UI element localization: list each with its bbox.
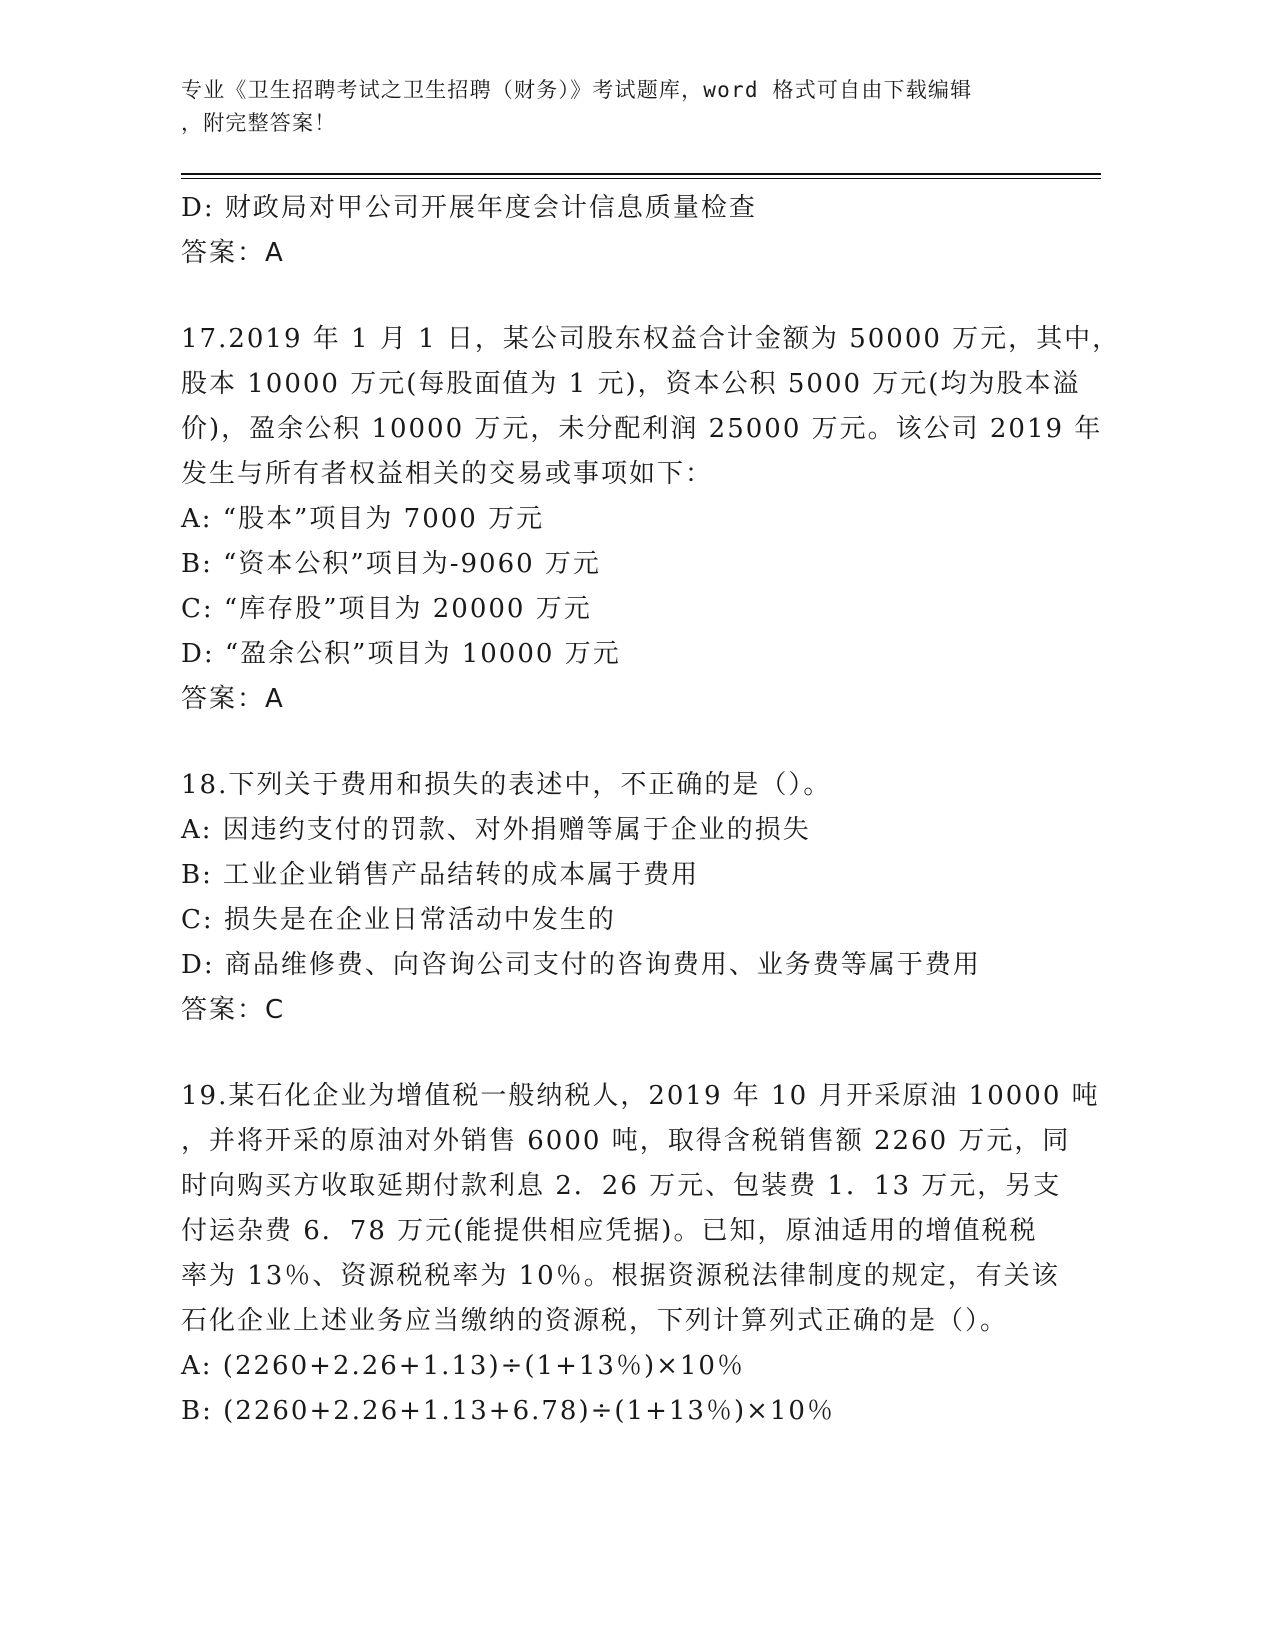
block-spacer [181, 722, 1081, 763]
question-list [181, 186, 1121, 1434]
question-block [181, 763, 1081, 1033]
question-line: D: 商品维修费、向咨询公司支付的咨询费用、业务费等属于费用 [181, 950, 981, 980]
question-line: C: “库存股”项目为 20000 万元 [181, 594, 592, 624]
question-line: 17.2019 年 1 月 1 日，某公司股东权益合计金额为 50000 万元，其中， [181, 324, 1121, 354]
question-line: 发生与所有者权益相关的交易或事项如下： [181, 459, 714, 489]
answer-line: 答案：A [181, 684, 285, 714]
question-block [181, 186, 1081, 276]
question-line: D: 财政局对甲公司开展年度会计信息质量检查 [181, 193, 757, 223]
question-line: C: 损失是在企业日常活动中发生的 [181, 905, 616, 935]
question-line: 时向购买方收取延期付款利息 2．26 万元、包装费 1．13 万元，另支 [181, 1171, 1062, 1201]
question-line: A: 因违约支付的罚款、对外捐赠等属于企业的损失 [181, 815, 811, 845]
question-line: 付运杂费 6．78 万元(能提供相应凭据)。已知，原油适用的增值税税 [181, 1216, 1038, 1246]
answer-line: 答案：A [181, 238, 285, 268]
question-line: A: (2260+2.26+1.13)÷(1+13％)×10％ [181, 1351, 745, 1381]
block-spacer [181, 276, 1081, 317]
question-line: 价)，盈余公积 10000 万元，未分配利润 25000 万元。该公司 2019 年 [181, 414, 1103, 444]
question-line: B: “资本公积”项目为-9060 万元 [181, 549, 601, 579]
question-line: B: (2260+2.26+1.13+6.78)÷(1+13％)×10％ [181, 1396, 835, 1426]
question-line: 18.下列关于费用和损失的表述中，不正确的是（）。 [181, 770, 832, 800]
document-header [181, 74, 1061, 140]
question-line: 19.某石化企业为增值税一般纳税人，2019 年 10 月开采原油 10000 吨 [181, 1081, 1100, 1111]
question-line: A: “股本”项目为 7000 万元 [181, 504, 545, 534]
question-line: D: “盈余公积”项目为 10000 万元 [181, 639, 621, 669]
question-line: 股本 10000 万元(每股面值为 1 元)，资本公积 5000 万元(均为股本溢 [181, 369, 1081, 399]
question-block [181, 317, 1121, 722]
question-line: 率为 13％、资源税税率为 10％。根据资源税法律制度的规定，有关该 [181, 1261, 1060, 1291]
question-line: B: 工业企业销售产品结转的成本属于费用 [181, 860, 700, 890]
header-divider [181, 173, 1101, 175]
header-line-1: 专业《卫生招聘考试之卫生招聘（财务）》考试题库，word 格式可自由下载编辑 [181, 78, 973, 102]
question-block [181, 1074, 1100, 1434]
block-spacer [181, 1033, 1081, 1074]
answer-line: 答案：C [181, 995, 286, 1025]
question-line: 石化企业上述业务应当缴纳的资源税，下列计算列式正确的是（）。 [181, 1306, 1009, 1336]
question-line: ，并将开采的原油对外销售 6000 吨，取得含税销售额 2260 万元，同 [181, 1126, 1071, 1156]
header-line-2: ，附完整答案！ [181, 111, 337, 135]
header-divider-thin [181, 178, 1101, 179]
